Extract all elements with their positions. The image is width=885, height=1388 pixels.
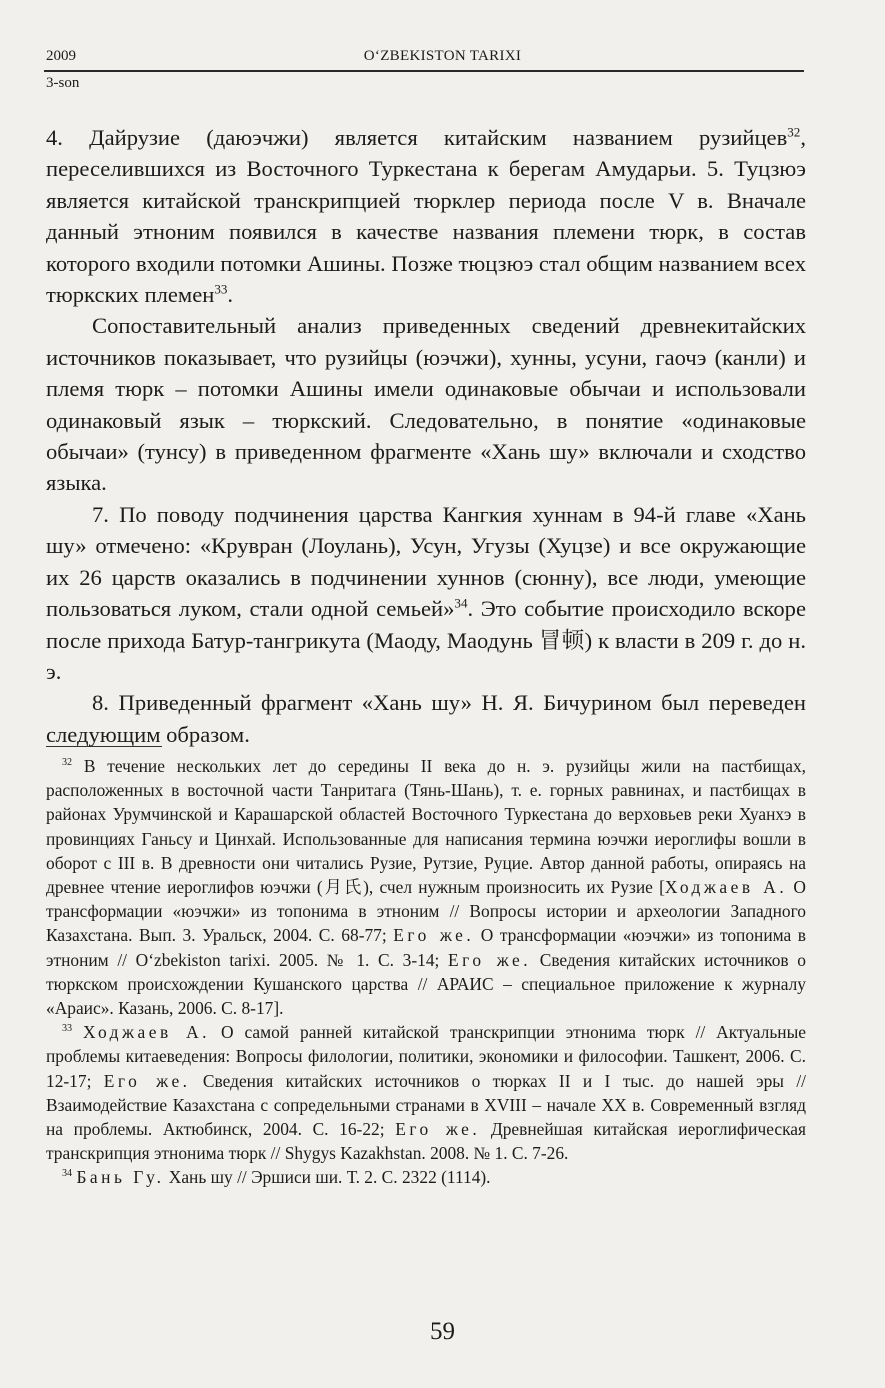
- footnote-32-text-d: Сведения китайских источников о тюркском происхождении Кушанского царства // АРАИС – специальное приложение к журналу «Араис». Казань, 2006. С. 8-17].: [46, 949, 806, 1019]
- footnote-33-number: 33: [62, 1023, 73, 1035]
- journal-title: O‘ZBEKISTON TARIXI: [363, 48, 522, 64]
- footnote-32-text-c: О трансформации «юэчжи» из топонима в этноним // O‘zbekiston tarixi. 2005. № 1. С. 3-14;: [46, 925, 806, 970]
- footnote-32-author-3: Его же.: [448, 949, 532, 970]
- header-year: 2009: [46, 48, 76, 64]
- footnotes: [46, 754, 806, 1190]
- footnote-ref-34: 34: [454, 595, 468, 611]
- paragraph-1-text-c: .: [227, 282, 234, 308]
- paragraph-1: [46, 122, 806, 310]
- footnote-separator: [46, 746, 162, 747]
- footnote-33-author-1: Ходжаев А.: [83, 1022, 211, 1043]
- paragraph-3-text-b: . Это событие происходило вскоре после прихода Батур-тангрикута (Маоду, Маодунь 冒顿) к власти в 209 г. до н. э.: [46, 596, 806, 684]
- paragraph-2: Сопоставительный анализ приведенных сведений древнекитайских источников показывает, что рузийцы (юэчжи), хунны, усуни, гаочэ (канли) и племя тюрк – потомки Ашины имели одинаковые обычаи и использовали одинаковый язык – тюркский. Следовательно, в понятие «одинаковые обычаи» (тунсу) в приведенном фрагменте «Хань шу» включали и сходство языка.: [46, 313, 806, 496]
- footnote-32: [46, 754, 806, 1020]
- header-issue: 3-son: [46, 75, 80, 91]
- paragraph-3: [46, 499, 806, 687]
- footnote-34: [46, 1165, 806, 1189]
- paragraph-1-text-a: 4. Дайрузие (даюэчжи) является китайским названием рузийцев: [46, 125, 788, 150]
- footnote-32-number: 32: [62, 757, 73, 769]
- footnote-34-number: 34: [62, 1168, 73, 1180]
- footnote-34-text: Хань шу // Эршиси ши. Т. 2. С. 2322 (1114).: [164, 1167, 491, 1188]
- footnote-32-text-a: В течение нескольких лет до середины II века до н. э. рузийцы жили на пастбищах, расположенных в восточной части Танритага (Тянь-Шань), т. е. горных равнинах, и пастбищах в районах Урумчинской и Карашарской областей Восточного Туркестана до верховьев реки Хуанхэ в провинциях Ганьсу и Цинхай. Использованные для написания термина юэчжи иероглифы вошли в оборот с III в. В древности они читались Рузие, Рутзие, Руцие. Автор данной работы, опираясь на древнее чтение иероглифов юэчжи (月氏), счел нужным произносить их Рузие [: [46, 756, 806, 898]
- paragraph-4: 8. Приведенный фрагмент «Хань шу» Н. Я. Бичурином был переведен следующим образом.: [46, 690, 806, 747]
- paragraph-1-text-b: , переселившихся из Восточного Туркестана к берегам Амударьи. 5. Туцзюэ является китайской транскрипцией тюрклер периода после V в. Вначале данный этноним появился в качестве названия племени тюрк, в состав которого входили потомки Ашины. Позже тюцзюэ стал общим названием всех тюркских племен: [46, 125, 806, 308]
- footnote-33-text-b: Сведения китайских источников о тюрках II и I тыс. до нашей эры // Взаимодействие Казахстана с сопредельными странами в XVIII – начале XX в. Современный взгляд на проблемы. Актюбинск, 2004. С. 16-22;: [46, 1070, 807, 1140]
- main-text: [46, 122, 806, 750]
- footnote-ref-33: 33: [214, 281, 228, 297]
- footnote-32-text-b: О трансформации «юэчжи» из топонима в этноним // Вопросы истории и археологии Западного Казахстана. Вып. 3. Уральск, 2004. С. 68-77;: [46, 877, 806, 946]
- footnote-33-author-2: Его же.: [103, 1070, 191, 1091]
- footnote-33: [46, 1020, 806, 1165]
- footnote-32-author-1: Ходжаев А.: [664, 877, 788, 898]
- footnote-34-author: Бань Гу.: [76, 1167, 165, 1188]
- footnote-33-text-a: О самой ранней китайской транскрипции этнонима тюрк // Актуальные проблемы китаеведения: Вопросы филологии, политики, экономики и философии. Ташкент, 2006. С. 12-17;: [46, 1022, 806, 1091]
- footnote-32-author-2: Его же.: [393, 925, 475, 946]
- paragraph-3-text-a: 7. По поводу подчинения царства Кангкия хуннам в 94-й главе «Хань шу» отмечено: «Крувран (Лоулань), Усун, Угузы (Хуцзе) и все окружающие их 26 царств оказались в подчинении хуннов (сюнну), все люди, умеющие пользоваться луком, стали одной семьей»: [46, 501, 806, 622]
- page-number: 59: [430, 1318, 455, 1345]
- header-rule: [44, 70, 804, 72]
- footnote-ref-32: 32: [787, 124, 801, 140]
- footnote-33-text-c: Древнейшая китайская иероглифическая транскрипция этнонима тюрк // Shygys Kazakhstan. 2008. № 1. С. 7-26.: [46, 1119, 807, 1164]
- footnote-33-author-3: Его же.: [395, 1119, 481, 1140]
